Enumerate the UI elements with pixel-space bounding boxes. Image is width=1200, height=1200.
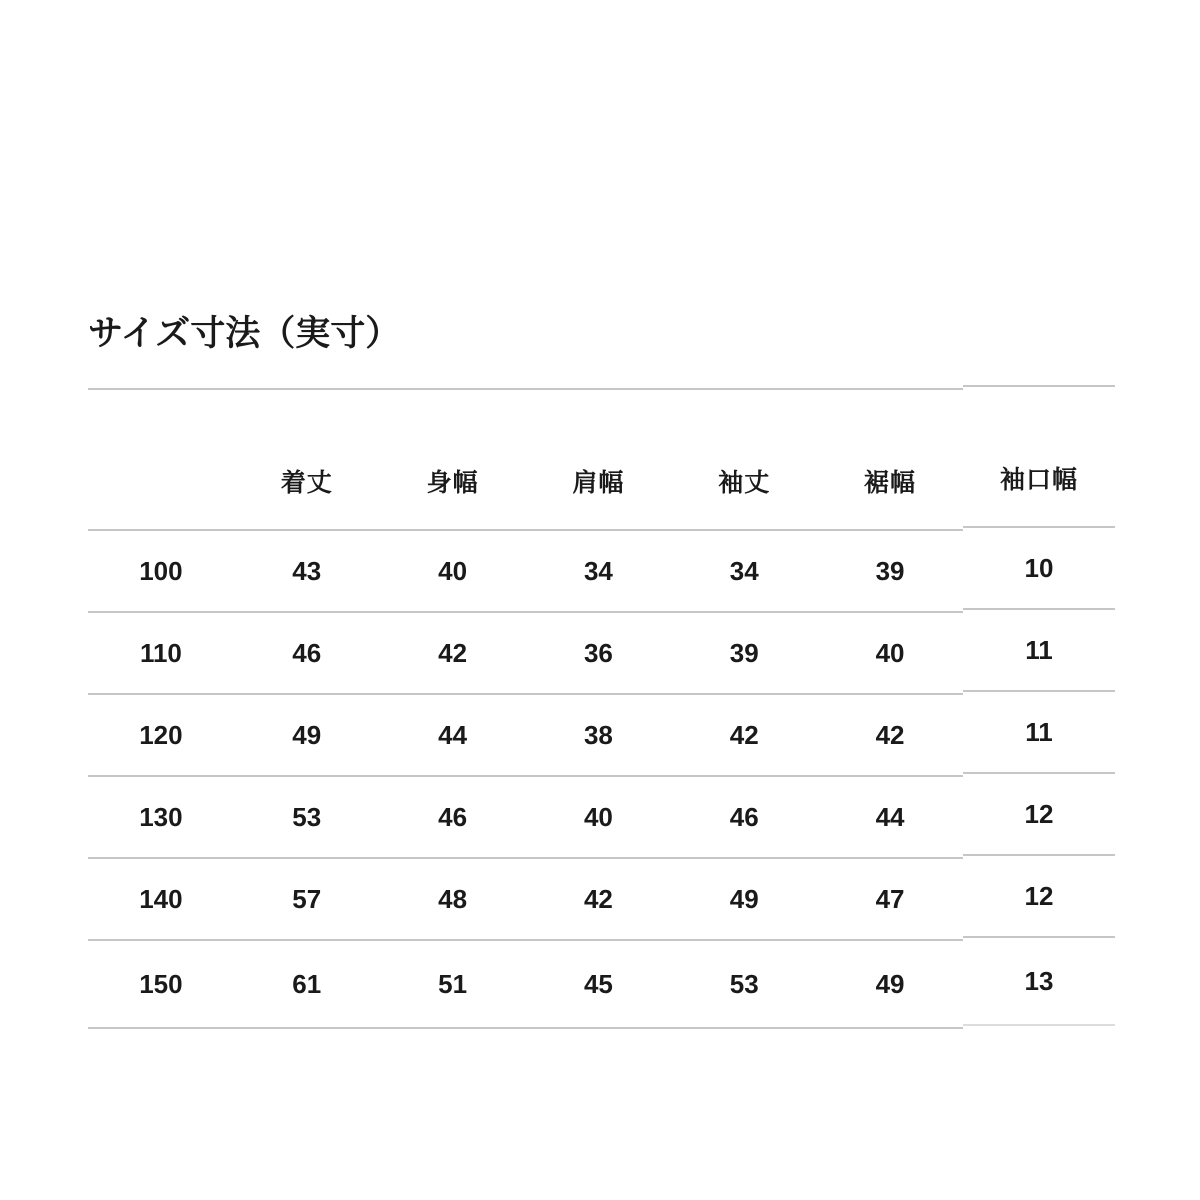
size-cell: 120 <box>139 719 183 750</box>
table-header-row-cuff <box>963 385 1115 528</box>
column-header-shoulder-width: 肩幅 <box>572 469 625 497</box>
value-cell: 11 <box>1025 634 1053 665</box>
value-cell: 42 <box>729 719 759 750</box>
value-cell: 53 <box>729 968 759 999</box>
table-row <box>88 531 963 613</box>
size-table <box>88 388 1115 1029</box>
table-row <box>88 613 963 695</box>
value-cell: 42 <box>438 637 468 668</box>
size-cell: 110 <box>139 637 182 668</box>
value-cell: 47 <box>875 883 905 914</box>
value-cell: 39 <box>875 555 905 586</box>
column-header-hem-width: 裾幅 <box>864 469 917 497</box>
value-cell: 34 <box>583 555 613 586</box>
value-cell: 11 <box>1025 716 1053 747</box>
value-cell: 42 <box>583 883 613 914</box>
size-cell: 100 <box>139 555 183 586</box>
corner-cell <box>88 390 234 529</box>
table-row <box>88 941 963 1029</box>
value-cell: 34 <box>729 555 759 586</box>
table-row-cuff <box>963 528 1115 610</box>
size-cell: 150 <box>139 968 183 999</box>
value-cell: 49 <box>729 883 759 914</box>
value-cell: 40 <box>875 637 905 668</box>
column-header-body-width: 身幅 <box>426 469 479 497</box>
value-cell: 46 <box>292 637 322 668</box>
value-cell: 48 <box>438 883 468 914</box>
value-cell: 12 <box>1024 798 1054 829</box>
value-cell: 10 <box>1024 552 1054 583</box>
value-cell: 40 <box>583 801 613 832</box>
table-row-cuff <box>963 692 1115 774</box>
value-cell: 12 <box>1024 880 1054 911</box>
value-cell: 44 <box>438 719 468 750</box>
value-cell: 49 <box>875 968 905 999</box>
table-row <box>88 859 963 941</box>
table-body-cuff <box>963 528 1115 1026</box>
column-header-cuff-width: 袖口幅 <box>999 466 1078 494</box>
size-cell: 130 <box>139 801 183 832</box>
value-cell: 44 <box>875 801 905 832</box>
table-row-cuff <box>963 938 1115 1026</box>
value-cell: 40 <box>438 555 468 586</box>
table-row-cuff <box>963 856 1115 938</box>
value-cell: 49 <box>292 719 322 750</box>
table-row <box>88 777 963 859</box>
table-row-cuff <box>963 610 1115 692</box>
table-header-row <box>88 388 963 531</box>
table-body <box>88 531 963 1029</box>
value-cell: 45 <box>583 968 613 999</box>
size-cell: 140 <box>139 883 183 914</box>
value-cell: 53 <box>292 801 322 832</box>
value-cell: 42 <box>875 719 905 750</box>
table-row <box>88 695 963 777</box>
size-table-cuff-segment <box>963 385 1115 1026</box>
value-cell: 39 <box>729 637 759 668</box>
value-cell: 57 <box>292 883 322 914</box>
value-cell: 43 <box>292 555 322 586</box>
value-cell: 36 <box>583 637 613 668</box>
size-table-main-segment <box>88 388 963 1029</box>
page-title: サイズ寸法（実寸） <box>88 314 401 353</box>
value-cell: 13 <box>1024 965 1054 996</box>
value-cell: 51 <box>438 968 468 999</box>
column-header-length: 着丈 <box>280 469 333 497</box>
value-cell: 38 <box>583 719 613 750</box>
value-cell: 46 <box>729 801 759 832</box>
value-cell: 46 <box>438 801 468 832</box>
table-row-cuff <box>963 774 1115 856</box>
value-cell: 61 <box>292 968 322 999</box>
column-header-sleeve-length: 袖丈 <box>718 469 771 497</box>
